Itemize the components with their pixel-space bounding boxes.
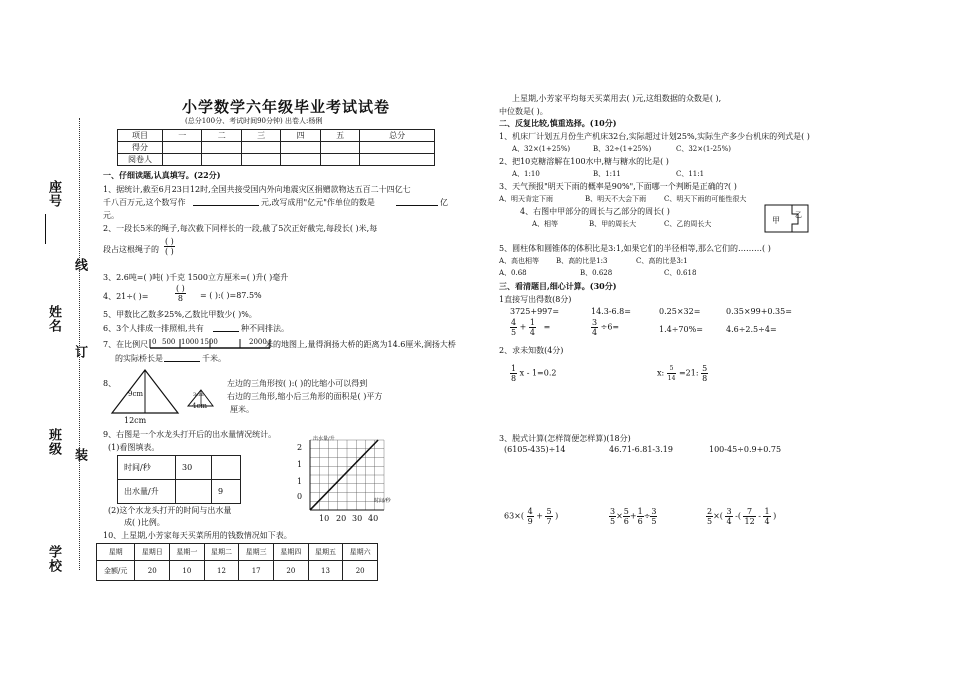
- q1-line3: 元。: [103, 211, 119, 220]
- choice4: 4、右图中甲部分的周长与乙部分的周长( ): [520, 207, 670, 216]
- detailed-calc-item: 46.71-6.81-3.19: [609, 445, 673, 454]
- scale-tick-label: 1000: [181, 338, 199, 346]
- money-cell: 金额/元: [97, 561, 135, 581]
- q4-numerator: ( ): [176, 284, 185, 293]
- water-table: [117, 455, 241, 504]
- water-cell: [212, 456, 241, 480]
- money-cell: 13: [308, 561, 343, 581]
- q1-blank2: [396, 205, 438, 206]
- name-label: 姓名: [46, 305, 61, 333]
- class-label: 班级: [46, 428, 61, 456]
- choice1-b: B、32÷(1+25%): [593, 145, 652, 153]
- q2-line1: 2、一段长5米的绳子,每次截下同样长的一段,截了5次正好截完,每段长( )米,每: [103, 224, 378, 233]
- chart-xlabel: 时间/秒: [374, 498, 391, 504]
- money-header-cell: 星期一: [170, 544, 205, 561]
- scale-tick-label: 2000: [249, 338, 267, 346]
- equation-title: 2、求未知数(4分): [499, 346, 564, 355]
- scale-tick-label: 500: [162, 338, 176, 346]
- q7-line-a: 7、在比例尺: [103, 340, 149, 349]
- score-header-cell: 二: [202, 130, 241, 142]
- q7-line-c: 的实际桥长是: [115, 354, 163, 363]
- q8-text3: 厘米。: [230, 405, 254, 414]
- detailed-calc-item: $\frac{2}{5}$ ×( $\frac{3}{4}$ -( $\frac{7}{12}$ - $\frac{1}{4}$ ): [707, 507, 777, 526]
- calc-item: 1.4÷70%=: [659, 325, 703, 334]
- q4-line-a: 4、21÷( )=: [103, 292, 149, 301]
- q6-line-b: 种不同排法。: [241, 324, 289, 333]
- score-table: [117, 129, 435, 166]
- q6-line-a: 6、3个人排成一排照相,共有: [103, 324, 204, 333]
- chart-x-tick: 30: [352, 514, 363, 523]
- ding-label: 订: [72, 345, 87, 359]
- money-header-cell: 星期四: [274, 544, 309, 561]
- q2-fraction: [164, 237, 175, 256]
- choice4-a: A、相等: [532, 220, 559, 228]
- q8-text1: 左边的三角形按( ):( )的比缩小可以得到: [227, 379, 368, 388]
- score-header-cell: 项目: [118, 130, 163, 142]
- score-row-label: 阅卷人: [118, 154, 163, 166]
- score-header-cell: 总分: [360, 130, 435, 142]
- exam-subtitle: (总分100分、考试时间90分钟) 出卷人:杨俐: [185, 117, 323, 125]
- section1-heading: 一、仔细读题,认真填写。(22分): [103, 170, 221, 180]
- chart-y-tick: 1: [297, 460, 303, 469]
- q7-blank: [164, 361, 200, 362]
- section2-heading: 二、反复比较,慎重选择。(10分): [499, 118, 617, 128]
- q5-line: 5、甲数比乙数多25%,乙数比甲数少( )%。: [103, 310, 257, 319]
- detailed-calc-title: 3、脱式计算(怎样简便怎样算)(18分): [499, 434, 631, 443]
- q2-line2: 段占这根绳子的: [103, 245, 159, 254]
- choice1-c: C、32×(1-25%): [676, 145, 731, 153]
- money-cell: 20: [343, 561, 378, 581]
- q1-line2a: 千八百万元,这个数写作: [103, 198, 186, 207]
- calc-item: 0.35×99+0.35=: [726, 307, 792, 316]
- scale-tick-label: 0: [152, 338, 157, 346]
- water-cell: 出水量/升: [118, 480, 176, 504]
- choice1: 1、机床厂计划五月份生产机床32台,实际超过计划25%,实际生产多少台机床的列式是( ): [499, 132, 810, 141]
- score-header-cell: 一: [163, 130, 202, 142]
- q7-line-b: 米的地图上,量得涧扬大桥的距离为14.6厘米,涧扬大桥: [265, 340, 456, 349]
- q8-number: 8、: [103, 379, 117, 388]
- chart-y-tick: 1: [297, 477, 303, 486]
- jia-label: 甲: [772, 216, 780, 225]
- chart-x-tick: 10: [319, 514, 330, 523]
- money-header-cell: 星期: [97, 544, 135, 561]
- detailed-calc-item: $\frac{3}{5}$ × $\frac{5}{6}$ + $\frac{1}{6}$ ÷ $\frac{3}{5}$: [610, 507, 657, 526]
- money-cell: 20: [135, 561, 170, 581]
- choice5-a: A、高也相等: [499, 257, 540, 265]
- q2-denominator: ( ): [165, 247, 174, 256]
- choice5-b: B、高的比是1:3: [556, 257, 608, 265]
- q4-fraction: [175, 284, 186, 303]
- money-header-cell: 星期日: [135, 544, 170, 561]
- scale-tick-label: 1500: [200, 338, 218, 346]
- chart-y-tick: 2: [297, 443, 303, 452]
- choice3-a: A、明天肯定下雨: [499, 195, 554, 203]
- section3-heading: 三、看清题目,细心计算。(30分): [499, 281, 617, 291]
- money-cell: 20: [274, 561, 309, 581]
- q8-text2: 右边的三角形,缩小后三角形的面积是( )平方: [227, 392, 383, 401]
- choice1-a: A、32×(1+25%): [512, 145, 571, 153]
- seat-blank: [45, 214, 46, 244]
- choice4-b: B、甲的周长大: [589, 220, 637, 228]
- binding-line: [79, 118, 80, 570]
- money-header-cell: 星期三: [239, 544, 274, 561]
- q1-line1: 1、据统计,截至6月23日12时,全国共接受国内外向地震灾区捐赠款物达五百二十四亿七: [103, 185, 411, 194]
- seat-label: 座号: [46, 180, 61, 208]
- q6-blank: [213, 331, 239, 332]
- choice2-a: A、1:10: [512, 170, 540, 178]
- r-line2: 中位数是( )。: [499, 107, 548, 116]
- calc-frac-item: $\frac{3}{4}$ ÷6=: [592, 318, 620, 337]
- q1-line2c: 亿: [440, 198, 448, 207]
- water-chart: [290, 434, 400, 524]
- choice6-b: B、0.628: [580, 269, 613, 277]
- detailed-calc-item: (6105-435)÷14: [504, 445, 566, 454]
- q9-sub2b: 成( )比例。: [124, 518, 165, 527]
- q1-blank1: [193, 205, 259, 206]
- choice3-b: B、明天不大会下雨: [585, 195, 647, 203]
- calc-item: 14.3-6.8=: [591, 307, 631, 316]
- choice2: 2、把10克糖溶解在100水中,糖与糖水的比是( ): [499, 157, 669, 166]
- q4-denominator: 8: [177, 294, 183, 303]
- choice5-c: C、高的比是3:1: [636, 257, 688, 265]
- calc-item: 3725+997=: [510, 307, 560, 316]
- choice2-b: B、1:11: [593, 170, 621, 178]
- q9-line: 9、右图是一个水龙头打开后的出水量情况统计。: [103, 430, 277, 439]
- money-cell: 17: [239, 561, 274, 581]
- choice2-c: C、11:1: [676, 170, 705, 178]
- chart-y-tick: 0: [297, 492, 303, 501]
- score-header-cell: 五: [320, 130, 359, 142]
- equation-1: $\frac{1}{8}$ x - 1=0.2: [511, 364, 557, 383]
- q2-numerator: ( ): [165, 237, 174, 246]
- calc-frac-item: $\frac{4}{5}$ + $\frac{1}{4}$ =: [511, 318, 551, 337]
- q8-big-height: 9cm: [128, 390, 144, 398]
- jia-yi-figure: [764, 204, 810, 234]
- money-header-cell: 星期二: [204, 544, 239, 561]
- choice6-a: A、0.68: [499, 269, 527, 277]
- q7-line-d: 千米。: [202, 354, 226, 363]
- q8-big-base: 12cm: [124, 416, 147, 425]
- score-header-cell: 四: [281, 130, 320, 142]
- q10-line: 10、上星期,小芳家每天买菜所用的钱数情况如下表。: [103, 531, 292, 540]
- q1-line2b: 元,改写成用"亿元"作单位的数是: [261, 198, 375, 207]
- money-cell: 10: [170, 561, 205, 581]
- choice5: 5、圆柱体和圆锥体的体积比是3:1,如果它们的半径相等,那么它们的………( ): [499, 244, 771, 253]
- school-label: 学校: [46, 545, 61, 573]
- q8-small-height: 3cm: [193, 392, 204, 398]
- q4-line-b: = ( ):( )=87.5%: [200, 291, 262, 300]
- q8-small-base: 4cm: [192, 402, 208, 410]
- chart-x-tick: 40: [368, 514, 379, 523]
- yi-label: 乙: [795, 211, 802, 219]
- water-cell: 时间/秒: [118, 456, 176, 480]
- calc-item: 0.25×32=: [659, 307, 701, 316]
- score-row-label: 得分: [118, 142, 163, 154]
- water-cell: 30: [176, 456, 212, 480]
- r-line1: 上星期,小芳家平均每天买菜用去( )元,这组数据的众数是( ),: [512, 94, 722, 103]
- money-header-cell: 星期六: [343, 544, 378, 561]
- choice3: 3、天气预报"明天下雨的概率是90%",下面哪一个判断是正确的?( ): [499, 182, 737, 191]
- exam-title: 小学数学六年级毕业考试试卷: [182, 98, 391, 116]
- choice6-c: C、0.618: [664, 269, 697, 277]
- choice3-c: C、明天下雨的可能性很大: [664, 195, 747, 203]
- choice4-c: C、乙的周长大: [664, 220, 712, 228]
- zhuang-label: 装: [72, 448, 87, 462]
- q3-line: 3、2.6吨=( )吨( )千克 1500立方厘米=( )升( )毫升: [103, 273, 289, 282]
- calc1-title: 1直接写出得数(8分): [499, 295, 572, 304]
- chart-ylabel: 出水量/升: [313, 436, 335, 442]
- chart-x-tick: 20: [336, 514, 347, 523]
- detailed-calc-item: 63×( $\frac{4}{9}$ + $\frac{5}{7}$ ): [504, 507, 559, 526]
- calc-item: 4.6÷2.5÷4=: [726, 325, 777, 334]
- equation-2: x: $\frac{5}{14}$ =21: $\frac{5}{8}$: [657, 364, 708, 383]
- q9-sub2a: (2)这个水龙头打开的时间与出水量: [108, 506, 232, 515]
- money-cell: 12: [204, 561, 239, 581]
- q9-sub1: (1)看图填表。: [108, 443, 160, 452]
- water-cell: 9: [212, 480, 241, 504]
- line-label: 线: [72, 258, 87, 272]
- detailed-calc-item: 100-45÷0.9+0.75: [709, 445, 782, 454]
- water-cell: [176, 480, 212, 504]
- score-header-cell: 三: [241, 130, 280, 142]
- money-header-cell: 星期五: [308, 544, 343, 561]
- money-table: [96, 543, 378, 581]
